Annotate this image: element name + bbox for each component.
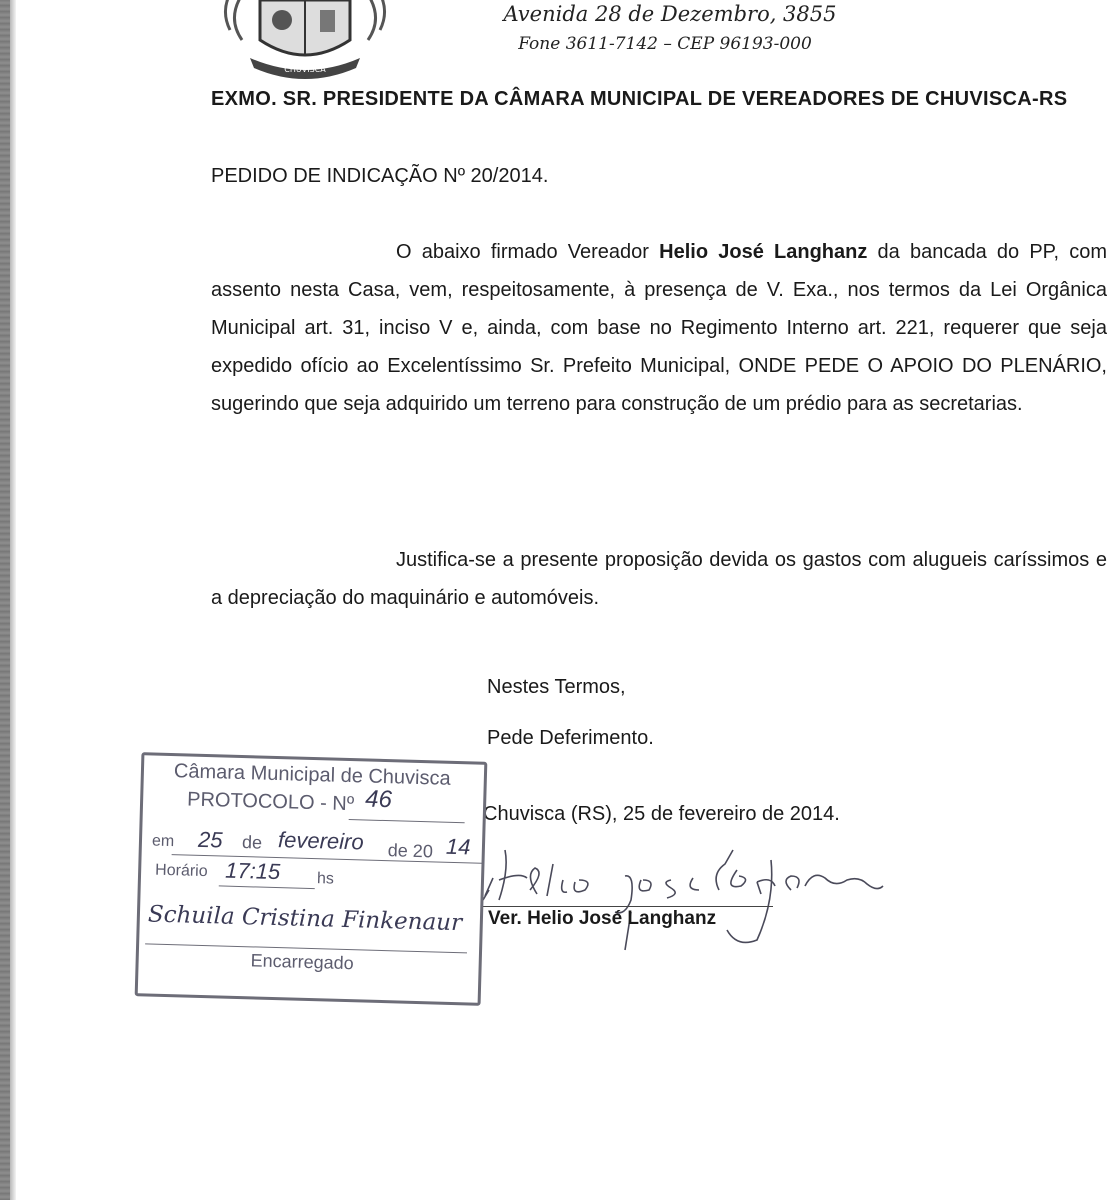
svg-text:CHUVISCA: CHUVISCA (284, 65, 326, 74)
stamp-encarregado-label: Encarregado (250, 950, 355, 974)
closing-line-1: Nestes Termos, (487, 676, 626, 698)
signature-line (483, 906, 773, 907)
stamp-hs-label: hs (316, 870, 335, 888)
scan-edge-shadow (10, 0, 16, 1200)
stamp-day: 25 (197, 826, 223, 853)
stamp-month: fevereiro (277, 827, 364, 855)
crest-logo (220, 0, 390, 80)
stamp-year: 14 (445, 833, 471, 860)
stamp-em-label: em (151, 832, 175, 851)
paragraph-request: O abaixo firmado Vereador Helio José Langhanz da bancada do PP, com assento nesta Casa, vem, respeitosamente, à presença de V. Exa., nos termos da Lei Orgânica Municipal art. 31, inciso V e, ainda, com base no Regimento Interno art. 221, requerer que seja expedido ofício ao Excelentíssimo Sr. Prefeito Municipal, ONDE PEDE O APOIO DO PLENÁRIO, sugerindo que seja adquirido um terreno para construção de um prédio para as secretarias. (211, 241, 1107, 415)
header-phone: Fone 3611-7142 – CEP 96193-000 (518, 34, 812, 54)
scan-edge (0, 0, 10, 1200)
paragraph-justification: Justifica-se a presente proposição devida os gastos com alugueis caríssimos e a depreciação do maquinário e automóveis. (211, 549, 1107, 609)
councillor-name: Helio José Langhanz (659, 241, 868, 263)
stamp-protocol-number: 46 (364, 785, 393, 814)
stamp-de-label: de (241, 832, 263, 853)
protocol-stamp (135, 752, 488, 1006)
document-title: PEDIDO DE INDICAÇÃO Nº 20/2014. (211, 165, 549, 187)
stamp-de20-label: de 20 (387, 840, 434, 862)
stamp-title: Câmara Municipal de Chuvisca (173, 760, 451, 790)
stamp-clerk-signature: Schuila Cristina Finkenaur (147, 901, 463, 937)
header-address: Avenida 28 de Dezembro, 3855 (503, 2, 837, 26)
addressee: EXMO. SR. PRESIDENTE DA CÂMARA MUNICIPAL DE VEREADORES DE CHUVISCA-RS (211, 88, 1068, 110)
closing-line-2: Pede Deferimento. (487, 727, 654, 749)
stamp-horario-value: 17:15 (224, 857, 281, 885)
stamp-protocol-label: PROTOCOLO - Nº (186, 788, 355, 816)
place-date: Chuvisca (RS), 25 de fevereiro de 2014. (483, 803, 840, 825)
stamp-horario-label: Horário (154, 861, 208, 881)
handwritten-signature (475, 820, 905, 960)
signatory-name: Ver. Helio José Langhanz (488, 908, 717, 929)
